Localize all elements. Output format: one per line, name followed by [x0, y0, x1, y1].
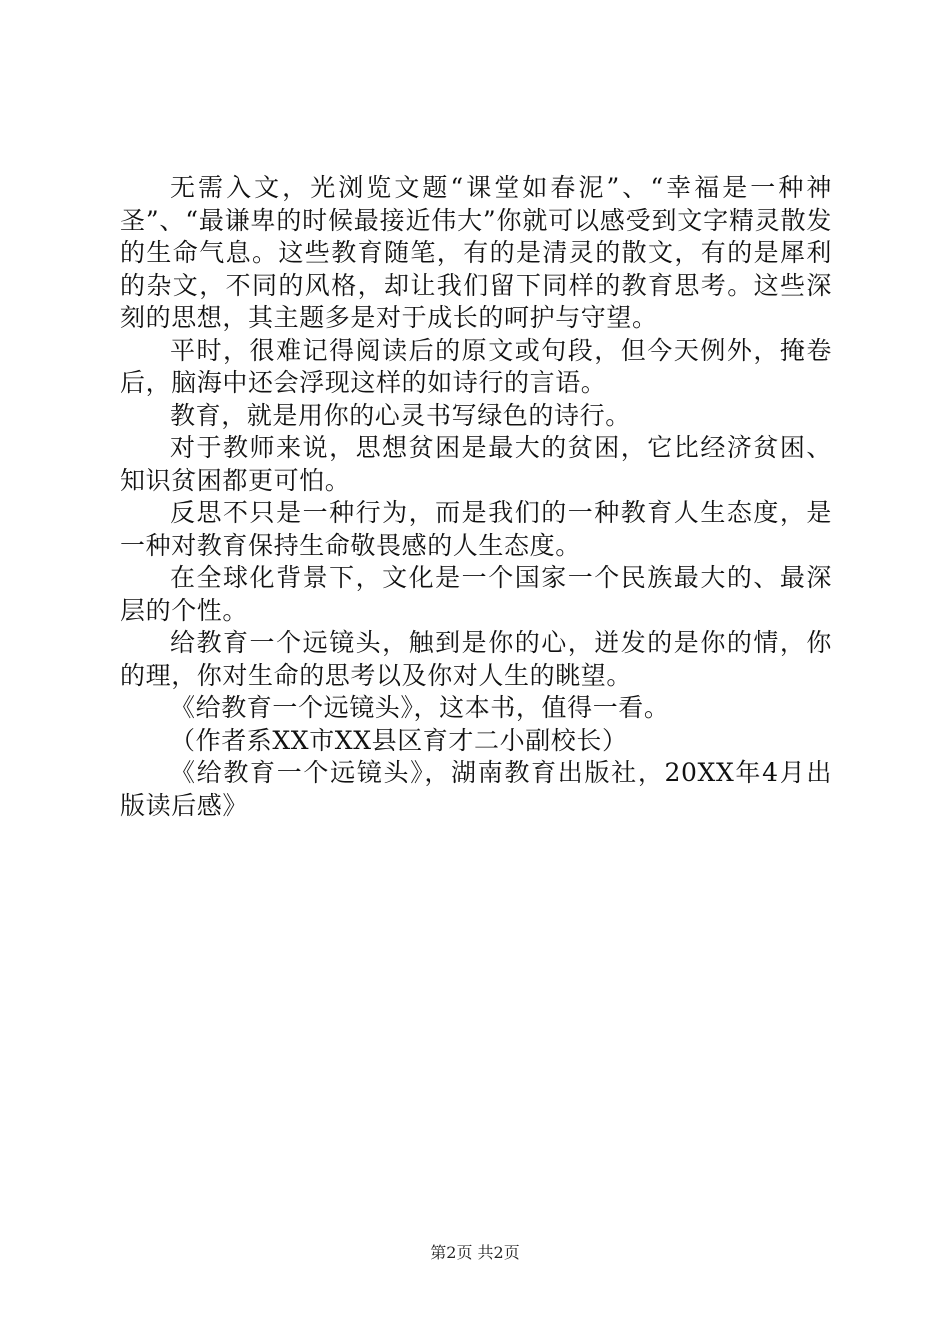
document-body: [120, 172, 832, 822]
page-number-label: 第2页 共2页: [430, 1243, 520, 1262]
paragraph: 反思不只是一种行为，而是我们的一种教育人生态度，是一种对教育保持生命敬畏感的人生态度。: [120, 498, 832, 560]
paragraph: 无需入文，光浏览文题“课堂如春泥”、“幸福是一种神圣”、“最谦卑的时候最接近伟大”你就可以感受到文字精灵散发的生命气息。这些教育随笔，有的是清灵的散文，有的是犀利的杂文，不同的风格，却让我们留下同样的教育思考。这些深刻的思想，其主题多是对于成长的呵护与守望。: [120, 173, 832, 332]
paragraph: 《给教育一个远镜头》，这本书，值得一看。: [170, 693, 670, 722]
paragraph: 平时，很难记得阅读后的原文或句段，但今天例外，掩卷后，脑海中还会浮现这样的如诗行的言语。: [120, 335, 832, 397]
paragraph: 《给教育一个远镜头》，湖南教育出版社，20XX年4月出版读后感》: [120, 758, 832, 820]
paragraph: 教育，就是用你的心灵书写绿色的诗行。: [170, 400, 631, 430]
paragraph: 在全球化背景下，文化是一个国家一个民族最大的、最深层的个性。: [120, 563, 832, 625]
paragraph: 给教育一个远镜头，触到是你的心，迸发的是你的情，你的理，你对生命的思考以及你对人生的眺望。: [120, 628, 832, 690]
paragraph: 对于教师来说，思想贫困是最大的贫困，它比经济贫困、知识贫困都更可怕。: [120, 433, 832, 495]
paragraph: （作者系XX市XX县区育才二小副校长）: [170, 725, 628, 755]
page-footer: [0, 1243, 950, 1263]
